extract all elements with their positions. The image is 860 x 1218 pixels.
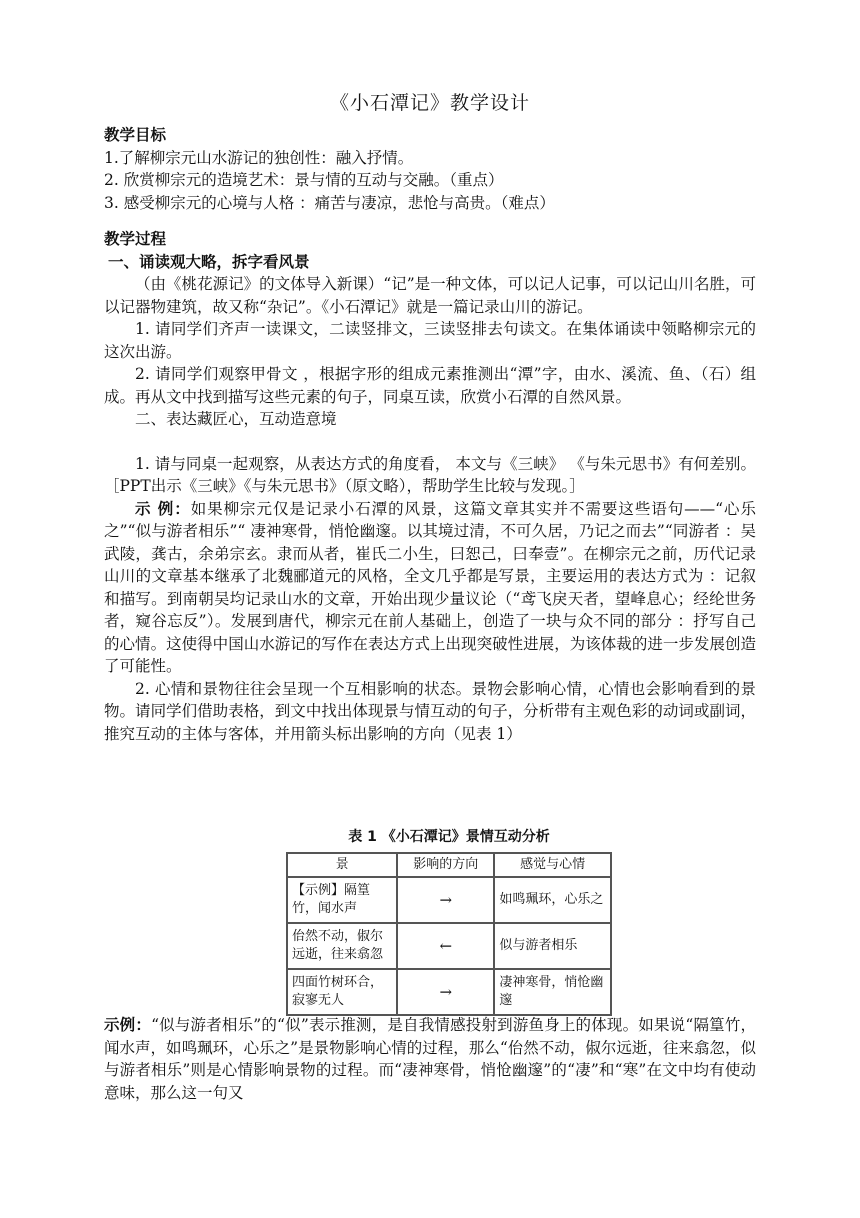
example-1	[104, 498, 756, 678]
example-2	[104, 1014, 756, 1104]
example-2-label: 示例：	[104, 1016, 152, 1034]
section1-paragraph-1: 1. 请同学们齐声一读课文，二读竖排文，三读竖排去句读文。在集体诵读中领略柳宗元的这次出游。	[104, 320, 756, 361]
process-section	[104, 228, 756, 745]
example-2-section	[104, 1014, 756, 1104]
example-1-label: 示 例：	[135, 499, 191, 518]
section2-paragraph-1: 1. 请与同桌一起观察，从表达方式的角度看， 本文与《三峡》 《与朱元思书》有何差别。［PPT出示《三峡》《与朱元思书》（原文略），帮助学生比较与发现。］	[104, 454, 756, 495]
table-cell-scene: 【示例】隔篁竹，闻水声	[287, 877, 397, 923]
goal-item: 3. 感受柳宗元的心境与人格 ：痛苦与凄凉，悲怆与高贵。（难点）	[104, 193, 555, 212]
goals-section	[104, 124, 756, 214]
table-row	[287, 877, 611, 923]
table-cell-direction: ←	[397, 923, 494, 969]
table-cell-feeling: 如鸣珮环，心乐之	[494, 877, 611, 923]
table-header: 感觉与心情	[494, 853, 611, 877]
table-cell-scene: 四面竹树环合，寂寥无人	[287, 969, 397, 1015]
goals-heading: 教学目标	[104, 126, 167, 144]
section2-paragraph-2: 2. 心情和景物往往会呈现一个互相影响的状态。景物会影响心情，心情也会影响看到的景物。请同学们借助表格，到文中找出体现景与情互动的句子，分析带有主观色彩的动词或副词，推究互动的主体与客体，并用箭头标出影响的方向（见表 1）	[104, 679, 756, 743]
table-header: 景	[287, 853, 397, 877]
section1-paragraph-2: 2. 请同学们观察甲骨文 ，根据字形的组成元素推测出“潭”字，由水、溪流、鱼、（石）组成。再从文中找到描写这些元素的句子，同桌互读，欣赏小石潭的自然风景。	[104, 365, 756, 406]
table-cell-direction: →	[397, 969, 494, 1015]
table-cell-direction: →	[397, 877, 494, 923]
goal-item: 2. 欣赏柳宗元的造境艺术：景与情的互动与交融。（重点）	[104, 171, 504, 189]
table-cell-feeling: 凄神寒骨，悄怆幽邃	[494, 969, 611, 1015]
scene-emotion-table	[286, 852, 612, 1016]
section1-intro: （由《桃花源记》的文体导入新课）“记”是一种文体，可以记人记事，可以记山川名胜，可以记器物建筑，故又称“杂记”。《小石潭记》就是一篇记录山川的游记。	[104, 275, 756, 316]
table-row	[287, 969, 611, 1015]
table-cell-scene: 佁然不动，俶尔远逝，往来翕忽	[287, 923, 397, 969]
goal-item: 1.了解柳宗元山水游记的独创性：融入抒情。	[104, 148, 414, 167]
example-2-text: “似与游者相乐”的“似”表示推测，是自我情感投射到游鱼身上的体现。如果说“隔篁竹，闻水声，如鸣珮环，心乐之”是景物影响心情的过程，那么“佁然不动，俶尔远逝，往来翕忽，似与游者相乐”则是心情影响景物的过程。而“凄神寒骨，悄怆幽邃”的“凄”和“寒”在文中均有使动意味，那么这一句又	[104, 1016, 756, 1102]
table-header: 影响的方向	[397, 853, 494, 877]
section2-heading: 二、表达藏匠心，互动造意境	[135, 410, 337, 428]
table-header-row	[287, 853, 611, 877]
table-caption: 表 1 《小石潭记》景情互动分析	[348, 829, 550, 845]
table-row	[287, 923, 611, 969]
example-1-text: 如果柳宗元仅是记录小石潭的风景，这篇文章其实并不需要这些语句——“心乐之”“似与游者相乐”“ 凄神寒骨，悄怆幽邃。以其境过清，不可久居，乃记之而去”“同游者 ：吴武陵，龚古，余弟宗玄。隶而从者，崔氏二小生，曰恕己，曰奉壹”。在柳宗元之前，历代记录山川的文章基本继承了北魏郦道元的风格，全文几乎都是写景，主要运用的表达方式为 ：记叙和描写。到南朝吴均记录山水的文章，开始出现少量议论（“鸢飞戾天者，望峰息心；经纶世务者，窥谷忘反”）。发展到唐代，柳宗元在前人基础上，创造了一块与众不同的部分 ：抒写自己的心情。这使得中国山水游记的写作在表达方式上出现突破性进展，为该体裁的进一步发展创造了可能性。	[104, 499, 756, 675]
process-heading: 教学过程	[104, 230, 167, 248]
table-cell-feeling: 似与游者相乐	[494, 923, 611, 969]
section1-heading: 一、诵读观大略，拆字看风景	[108, 252, 310, 271]
document-title: 《小石潭记》教学设计	[329, 92, 530, 114]
